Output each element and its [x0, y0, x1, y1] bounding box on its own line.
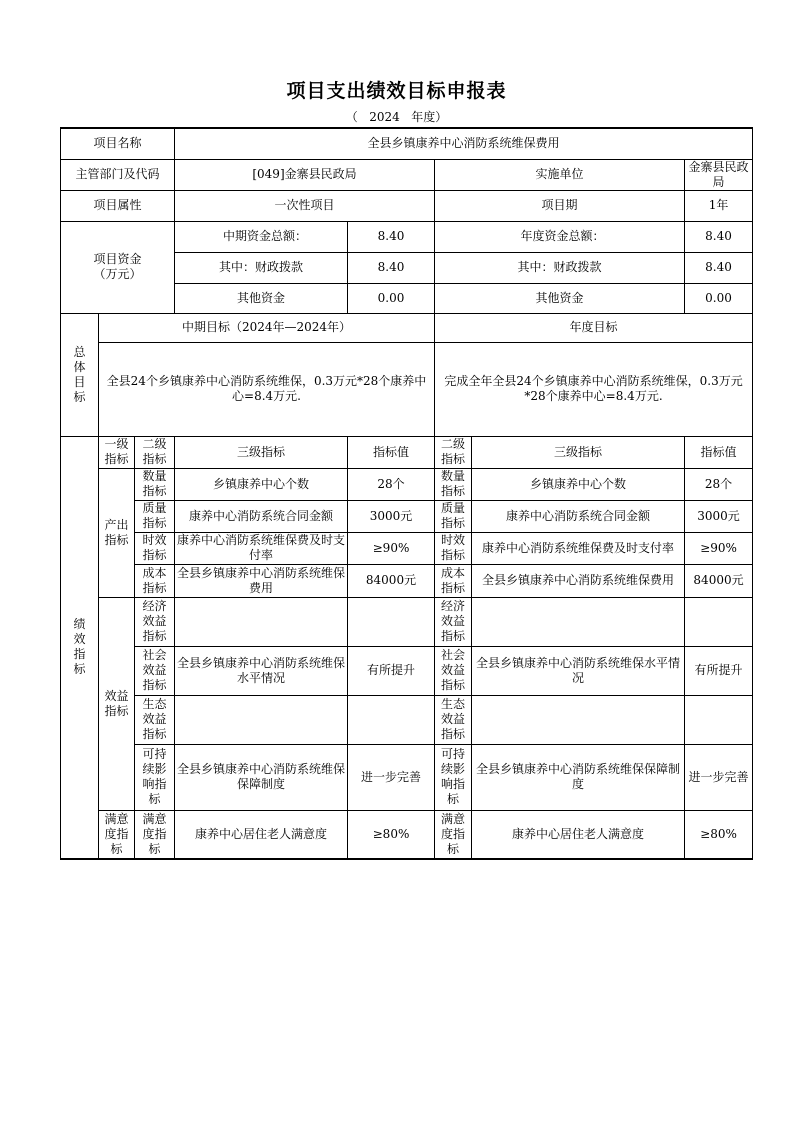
val-ecological-year [685, 695, 753, 744]
l2-quality: 质量指标 [135, 500, 175, 532]
project-name-label: 项目名称 [61, 128, 175, 159]
l3-timeliness-year: 康养中心消防系统维保费及时支付率 [472, 532, 685, 564]
l2-quantity-year: 数量指标 [435, 468, 472, 500]
indicators-label: 绩 效 指 标 [61, 436, 99, 859]
l2-social: 社会效益指标 [135, 646, 175, 695]
project-period-value: 1年 [685, 190, 753, 221]
value-header-year: 指标值 [685, 436, 753, 468]
impl-unit-value: 金寨县民政局 [685, 159, 753, 190]
l2-satisfaction-year: 满意度指标 [435, 810, 472, 859]
val-quantity: 28个 [348, 468, 435, 500]
mid-fiscal-value: 8.40 [348, 252, 435, 283]
val-sustainable: 进一步完善 [348, 744, 435, 810]
val-ecological [348, 695, 435, 744]
l3-sustainable: 全县乡镇康养中心消防系统维保保障制度 [175, 744, 348, 810]
output-indicators-label: 产出指标 [99, 468, 135, 597]
l2-timeliness: 时效指标 [135, 532, 175, 564]
val-cost-year: 84000元 [685, 564, 753, 597]
mid-other-value: 0.00 [348, 283, 435, 313]
l2-economic: 经济效益指标 [135, 597, 175, 646]
l3-ecological [175, 695, 348, 744]
overall-goals-label: 总 体 目 标 [61, 313, 99, 436]
l2-cost-year: 成本指标 [435, 564, 472, 597]
l2-economic-year: 经济效益指标 [435, 597, 472, 646]
performance-target-table [60, 127, 753, 860]
project-funds-label [61, 221, 175, 313]
impl-unit-label: 实施单位 [435, 159, 685, 190]
mid-total-value: 8.40 [348, 221, 435, 252]
val-social-year: 有所提升 [685, 646, 753, 695]
level2-header: 二级指标 [135, 436, 175, 468]
level2-header-year: 二级指标 [435, 436, 472, 468]
level3-header: 三级指标 [175, 436, 348, 468]
val-sustainable-year: 进一步完善 [685, 744, 753, 810]
level1-header: 一级指标 [99, 436, 135, 468]
year-fiscal-value: 8.40 [685, 252, 753, 283]
l2-ecological-year: 生态效益指标 [435, 695, 472, 744]
val-quality: 3000元 [348, 500, 435, 532]
benefit-indicators-label: 效益指标 [99, 597, 135, 810]
val-satisfaction: ≥80% [348, 810, 435, 859]
l2-timeliness-year: 时效指标 [435, 532, 472, 564]
year-goal-header: 年度目标 [435, 313, 753, 342]
project-attr-label: 项目属性 [61, 190, 175, 221]
l2-sustainable-year: 可持续影响指标 [435, 744, 472, 810]
l2-quality-year: 质量指标 [435, 500, 472, 532]
year-goal-text: 完成全年全县24个乡镇康养中心消防系统维保，0.3万元*28个康养中心=8.4万元. [435, 342, 753, 436]
l2-quantity: 数量指标 [135, 468, 175, 500]
val-timeliness: ≥90% [348, 532, 435, 564]
val-quantity-year: 28个 [685, 468, 753, 500]
val-economic [348, 597, 435, 646]
mid-total-label: 中期资金总额： [175, 221, 348, 252]
val-economic-year [685, 597, 753, 646]
l3-quantity: 乡镇康养中心个数 [175, 468, 348, 500]
level3-header-year: 三级指标 [472, 436, 685, 468]
mid-goal-text: 全县24个乡镇康养中心消防系统维保，0.3万元*28个康养中心=8.4万元. [99, 342, 435, 436]
l2-ecological: 生态效益指标 [135, 695, 175, 744]
project-funds-label-line1: 项目资金 [93, 252, 142, 266]
mid-other-label: 其他资金 [175, 283, 348, 313]
l3-economic [175, 597, 348, 646]
year-fiscal-label: 其中：财政拨款 [435, 252, 685, 283]
l3-ecological-year [472, 695, 685, 744]
l3-sustainable-year: 全县乡镇康养中心消防系统维保保障制度 [472, 744, 685, 810]
l2-satisfaction: 满意度指标 [135, 810, 175, 859]
project-attr-value: 一次性项目 [175, 190, 435, 221]
satisfaction-indicators-label: 满意度指标 [99, 810, 135, 859]
year-total-value: 8.40 [685, 221, 753, 252]
val-quality-year: 3000元 [685, 500, 753, 532]
year-line: （ 2024 年度） [345, 110, 448, 124]
year-other-label: 其他资金 [435, 283, 685, 313]
l3-cost-year: 全县乡镇康养中心消防系统维保费用 [472, 564, 685, 597]
l2-cost: 成本指标 [135, 564, 175, 597]
l3-satisfaction-year: 康养中心居住老人满意度 [472, 810, 685, 859]
page-title: 项目支出绩效目标申报表 [286, 80, 507, 102]
l3-social: 全县乡镇康养中心消防系统维保水平情况 [175, 646, 348, 695]
year-other-value: 0.00 [685, 283, 753, 313]
l3-quality-year: 康养中心消防系统合同金额 [472, 500, 685, 532]
dept-label: 主管部门及代码 [61, 159, 175, 190]
l3-quantity-year: 乡镇康养中心个数 [472, 468, 685, 500]
l3-quality: 康养中心消防系统合同金额 [175, 500, 348, 532]
l3-economic-year [472, 597, 685, 646]
year-total-label: 年度资金总额： [435, 221, 685, 252]
project-period-label: 项目期 [435, 190, 685, 221]
val-social: 有所提升 [348, 646, 435, 695]
mid-goal-header: 中期目标（2024年—2024年） [99, 313, 435, 342]
val-timeliness-year: ≥90% [685, 532, 753, 564]
l3-social-year: 全县乡镇康养中心消防系统维保水平情况 [472, 646, 685, 695]
l3-timeliness: 康养中心消防系统维保费及时支付率 [175, 532, 348, 564]
val-satisfaction-year: ≥80% [685, 810, 753, 859]
l3-satisfaction: 康养中心居住老人满意度 [175, 810, 348, 859]
value-header: 指标值 [348, 436, 435, 468]
l2-sustainable: 可持续影响指标 [135, 744, 175, 810]
project-funds-label-line2: （万元） [93, 267, 142, 281]
mid-fiscal-label: 其中：财政拨款 [175, 252, 348, 283]
l3-cost: 全县乡镇康养中心消防系统维保费用 [175, 564, 348, 597]
dept-value: [049]金寨县民政局 [175, 159, 435, 190]
project-name-value: 全县乡镇康养中心消防系统维保费用 [175, 128, 753, 159]
l2-social-year: 社会效益指标 [435, 646, 472, 695]
val-cost: 84000元 [348, 564, 435, 597]
